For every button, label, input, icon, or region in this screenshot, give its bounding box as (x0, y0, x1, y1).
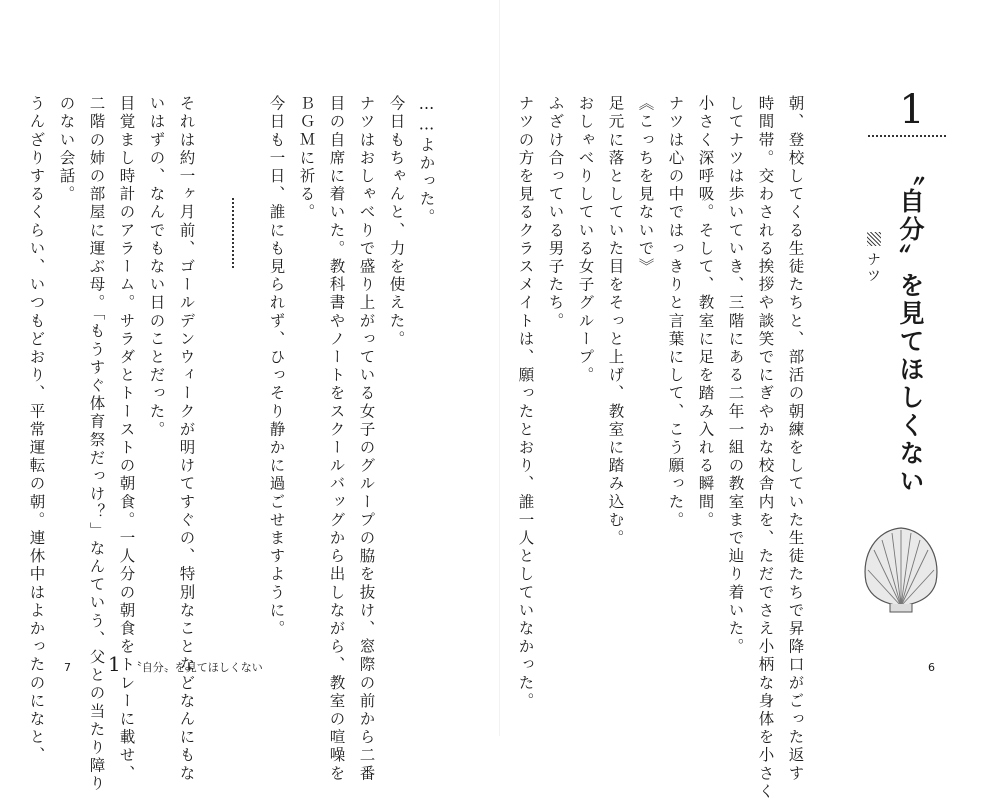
body-line: のない会話。 (57, 95, 76, 204)
body-line: 二階の姉の部屋に運ぶ母。「もうすぐ体育祭だっけ？」なんていう、父との当たり障り (87, 95, 106, 794)
body-line: 今日も一日、誰にも見られず、ひっそり静かに過ごせますように。 (267, 95, 286, 638)
body-line: おしゃべりしている女子グループ。 (576, 95, 595, 385)
body-line: ナツの方を見るクラスメイトは、願ったとおり、誰一人としていなかった。 (516, 95, 535, 711)
page-number: 6 (928, 661, 935, 674)
author-pattern-icon (867, 232, 881, 246)
chapter-dotted-rule (868, 135, 946, 139)
left-page (0, 0, 500, 794)
running-head-number: 1 (108, 652, 121, 676)
chapter-number: 1 (899, 87, 925, 133)
body-line: ＢＧＭに祈る。 (297, 95, 316, 222)
body-line: 時間帯。交わされる挨拶や談笑でにぎやかな校舎内を、ただでさえ小柄な身体を小さく (756, 95, 775, 801)
body-line: ナツは心の中ではっきりと言葉にして、こう願った。 (666, 95, 685, 530)
page-number: 7 (64, 661, 71, 674)
body-line: それは約一ヶ月前、ゴールデンウィークが明けてすぐの、特別なことなどなんにもな (177, 95, 196, 783)
body-line: ナツはおしゃべりで盛り上がっている女子のグループの脇を抜け、窓際の前から二番 (357, 95, 376, 783)
body-line: 小さく深呼吸。そして、教室に足を踏み入れる瞬間。 (696, 95, 715, 530)
body-line: いはずの、なんでもない日のことだった。 (147, 95, 166, 439)
body-line: うんざりするくらい、いつもどおり、平常運転の朝。連休中はよかったのになと、 (27, 95, 46, 765)
right-page (500, 0, 1000, 801)
body-line: 《こっちを見ないで》 (636, 95, 655, 276)
body-line: 目の自席に着いた。教科書やノートをスクールバッグから出しながら、教室の喧噪を (327, 95, 346, 783)
scene-break (232, 198, 236, 268)
chapter-title: 〝自分〟を見てほしくない (896, 160, 925, 496)
body-line: 足元に落としていた目をそっと上げ、教室に踏み込む。 (606, 95, 625, 548)
body-line: ……よかった。 (417, 95, 436, 227)
body-line: してナツは歩いていき、三階にある二年一組の教室まで辿り着いた。 (726, 95, 745, 657)
body-line: 目覚まし時計のアラーム。サラダとトーストの朝食。一人分の朝食をトレーに載せ、 (117, 95, 136, 783)
running-head-title: 〝自分〟を見てほしくない (130, 661, 263, 674)
scallop-shell-illustration (856, 520, 946, 615)
chapter-author: ナツ (865, 252, 881, 284)
body-line: 今日もちゃんと、力を使えた。 (387, 95, 406, 349)
running-head (108, 652, 263, 676)
body-line: ふざけ合っている男子たち。 (546, 95, 565, 331)
body-line: 朝、登校してくる生徒たちと、部活の朝練をしていた生徒たちで昇降口がごった返す (786, 95, 805, 783)
